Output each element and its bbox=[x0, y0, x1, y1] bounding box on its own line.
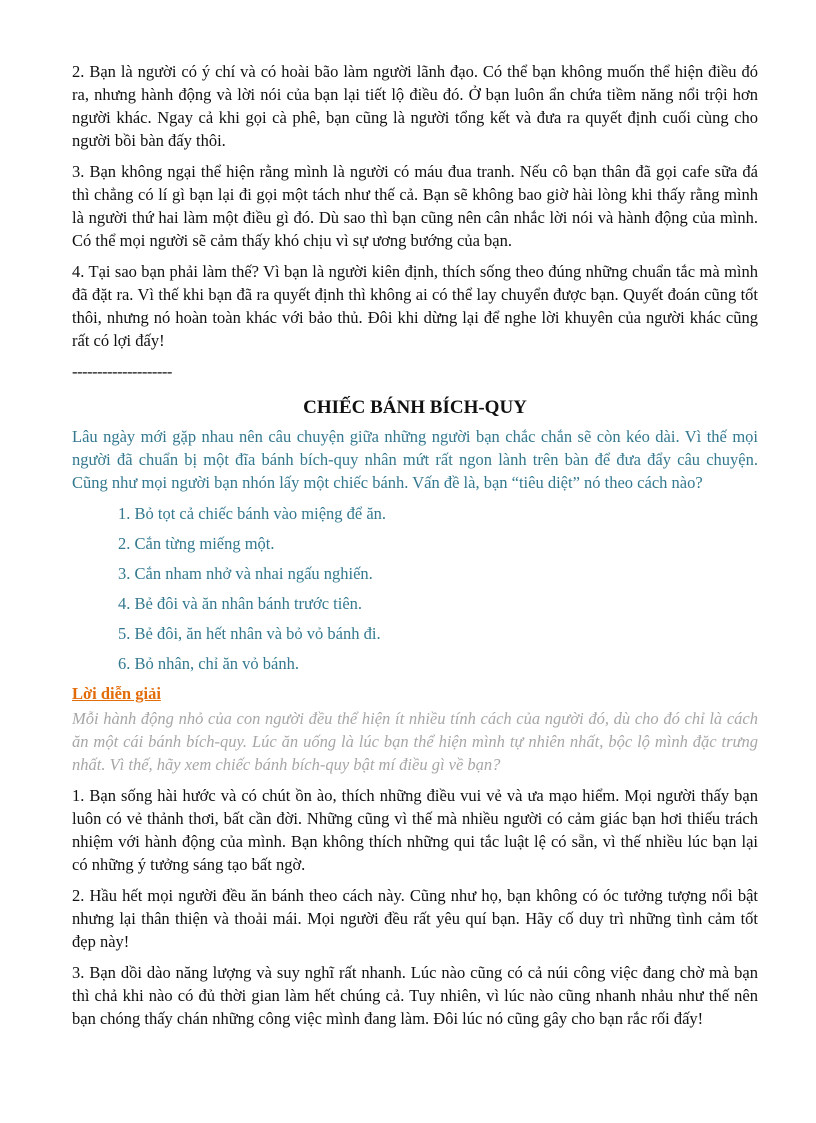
option-item: 2. Cắn từng miếng một. bbox=[118, 534, 275, 553]
answer-paragraph: 3. Bạn dồi dào năng lượng và suy nghĩ rất nhanh. Lúc nào cũng có cả núi công việc đang chờ mà bạn thì chả khi nào có đủ thời gian làm hết chúng cả. Tuy nhiên, vì lúc nào cũng nhanh nhảu như thế nên bạn chóng thấy chán những công việc mình đang làm. Đôi lúc nó cũng gây cho bạn rắc rối đấy! bbox=[72, 963, 758, 1028]
explanation-heading: Lời diễn giải bbox=[72, 684, 161, 703]
section-title: CHIẾC BÁNH BÍCH-QUY bbox=[303, 397, 527, 418]
section-intro: Lâu ngày mới gặp nhau nên câu chuyện giữa những người bạn chắc chắn sẽ còn kéo dài. Vì thế mọi người đã chuẩn bị một đĩa bánh bích-quy nhân mứt rất ngon lành trên bàn để đưa đẩy câu chuyện. Cũng như mọi người bạn nhón lấy một chiếc bánh. Vấn đề là, bạn “tiêu diệt” nó theo cách nào? bbox=[72, 427, 758, 492]
paragraph-answer-2: 2. Bạn là người có ý chí và có hoài bão làm người lãnh đạo. Có thể bạn không muốn thể hiện điều đó ra, nhưng hành động và lời nói của bạn lại tiết lộ điều đó. Ở bạn luôn ẩn chứa tiềm năng nổi trội hơn người khác. Ngay cả khi gọi cà phê, bạn cũng là người tổng kết và đưa ra quyết định cuối cùng cho người bồi bàn đấy thôi. bbox=[72, 62, 758, 150]
paragraph-answer-4: 4. Tại sao bạn phải làm thế? Vì bạn là người kiên định, thích sống theo đúng những chuẩn tắc mà mình đã đặt ra. Vì thế khi bạn đã ra quyết định thì không ai có thể lay chuyển được bạn. Quyết đoán cũng tốt thôi, nhưng nó hoàn toàn khác với bảo thủ. Đôi khi dừng lại để nghe lời khuyên của người khác cũng rất có lợi đấy! bbox=[72, 262, 758, 350]
option-item: 4. Bẻ đôi và ăn nhân bánh trước tiên. bbox=[118, 594, 363, 613]
section-divider: -------------------- bbox=[72, 362, 172, 381]
document-page bbox=[72, 60, 758, 1038]
option-item: 6. Bỏ nhân, chỉ ăn vỏ bánh. bbox=[118, 654, 300, 673]
option-item: 1. Bỏ tọt cả chiếc bánh vào miệng để ăn. bbox=[118, 504, 387, 523]
paragraph-answer-3: 3. Bạn không ngại thể hiện rằng mình là người có máu đua tranh. Nếu cô bạn thân đã gọi cafe sữa đá thì chẳng có lí gì bạn lại đi gọi một tách như thế cả. Bạn sẽ không bao giờ hài lòng khi thấy rằng mình là người thứ hai làm một điều gì đó. Dù sao thì bạn cũng nên cân nhắc lời nói và hành động của mình. Có thể mọi người sẽ cảm thấy khó chịu vì sự ương bướng của bạn. bbox=[72, 162, 758, 250]
answer-paragraph: 1. Bạn sống hài hước và có chút ồn ào, thích những điều vui vẻ và ưa mạo hiểm. Mọi người thấy bạn luôn có vẻ thảnh thơi, bất cần đời. Những cũng vì thế mà nhiều người có cảm giác bạn hơi thiếu trách nhiệm với hành động của mình. Bạn không thích những qui tắc luật lệ có sẵn, vì thế nhiều lúc bạn lại có những ý tưởng sáng tạo bất ngờ. bbox=[72, 786, 758, 874]
option-list bbox=[118, 502, 758, 675]
explanation-intro: Mỗi hành động nhỏ của con người đều thể hiện ít nhiều tính cách của người đó, dù cho đó chỉ là cách ăn một cái bánh bích-quy. Lúc ăn uống là lúc bạn thể hiện mình tự nhiên nhất, bộc lộ mình đặc trưng nhất. Vì thế, hãy xem chiếc bánh bích-quy bật mí điều gì về bạn? bbox=[72, 709, 758, 774]
answer-paragraph: 2. Hầu hết mọi người đều ăn bánh theo cách này. Cũng như họ, bạn không có óc tưởng tượng nổi bật nhưng lại thân thiện và thoải mái. Mọi người đều rất yêu quí bạn. Hãy cố duy trì những tình cảm tốt đẹp này! bbox=[72, 886, 758, 951]
option-item: 5. Bẻ đôi, ăn hết nhân và bỏ vỏ bánh đi. bbox=[118, 624, 381, 643]
option-item: 3. Cắn nham nhở và nhai ngấu nghiến. bbox=[118, 564, 373, 583]
